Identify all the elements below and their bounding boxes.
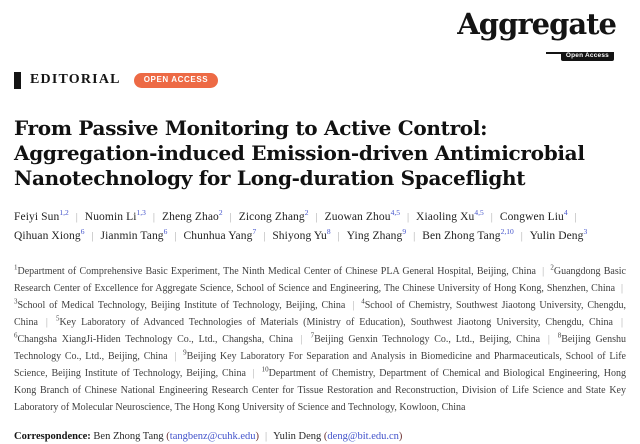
- author-affiliation-superscript: 1,3: [136, 208, 146, 218]
- affiliation-separator: |: [40, 317, 53, 328]
- affiliation-text: Key Laboratory of Advanced Technologies of Materials (Ministry of Education), Southwest Jiaotong University, Chengdu, China: [59, 317, 613, 328]
- title-line-2: Aggregation-induced Emission-driven Antimicrobial: [14, 141, 585, 165]
- logo-open-access-badge: Open Access: [561, 52, 614, 62]
- author-name: Feiyi Sun: [14, 211, 60, 223]
- author: [416, 208, 484, 223]
- affiliation-separator: |: [618, 283, 623, 294]
- author-separator: |: [152, 212, 155, 223]
- author: [100, 227, 168, 242]
- author-name: Ben Zhong Tang: [422, 230, 501, 242]
- author-affiliation-superscript: 4: [563, 208, 568, 218]
- correspondence-separator: |: [265, 431, 268, 442]
- affiliation-number: 4: [361, 297, 365, 306]
- affiliation-text: Guangdong Basic Research Center of Excellence for Aggregate Science, School of Science and Engineering, The Chinese University of Hong Kong, Shenzhen, China: [14, 266, 626, 294]
- correspondence-email-link[interactable]: tangbenz@cuhk.edu: [169, 431, 256, 442]
- affiliation-number: 8: [557, 331, 562, 340]
- affiliation-text: Changsha XiangJi-Hiden Technology Co., Ltd., Changsha, China: [17, 334, 293, 345]
- affiliation-number: 1: [14, 263, 18, 272]
- author-name: Yulin Deng: [529, 230, 584, 242]
- author-affiliation-superscript: 2: [218, 208, 223, 218]
- author-affiliation-superscript: 4,5: [474, 208, 484, 218]
- author-affiliation-superscript: 2,10: [500, 227, 514, 237]
- open-access-badge: OPEN ACCESS: [134, 73, 219, 88]
- affiliation-text: Department of Chemistry, Department of Chemical and Biological Engineering, Hong Kong Branch of Chinese National Engineering Research Center for Tissue Restoration and Reconstruction, Division of Life Science and State Key Laboratory of Molecular Neuroscience, The Hong Kong University of Science and Technology, Kowloon, China: [14, 368, 626, 413]
- correspondence-line: [14, 429, 626, 444]
- author-separator: |: [413, 231, 416, 242]
- author-name: Chunhua Yang: [183, 230, 253, 242]
- author-separator: |: [574, 212, 577, 223]
- article-type-label: EDITORIAL: [30, 72, 121, 87]
- affiliation-number: 3: [14, 297, 18, 306]
- author-separator: |: [91, 231, 94, 242]
- article-kicker: [14, 70, 626, 90]
- author-separator: |: [337, 231, 340, 242]
- paren: ): [255, 431, 260, 442]
- author-affiliation-superscript: 8: [326, 227, 331, 237]
- affiliation-text: Beijing Genshu Technology Co., Ltd., Beijing, China: [14, 334, 626, 362]
- journal-logo-text: Aggregate: [457, 7, 616, 41]
- affiliation-text: Beijing Key Laboratory For Separation and Analysis in Biomedicine and Pharmaceuticals, School of Life Science, Beijing Institute of Technology, Beijing, China: [14, 351, 626, 379]
- affiliation-separator: |: [538, 266, 548, 277]
- author: [238, 208, 309, 223]
- affiliation-number: 7: [310, 331, 315, 340]
- affiliation-number: 5: [55, 314, 60, 323]
- author-name: Jianmin Tang: [100, 230, 164, 242]
- affiliation-list: [14, 263, 626, 416]
- affiliation-separator: |: [295, 334, 308, 345]
- author: [84, 208, 146, 223]
- author-name: Zicong Zhang: [238, 211, 305, 223]
- author-name: Xiaoling Xu: [416, 211, 475, 223]
- author-separator: |: [174, 231, 177, 242]
- author-affiliation-superscript: 4,5: [390, 208, 400, 218]
- correspondence-name: Ben Zhong Tang: [93, 431, 167, 442]
- title-line-1: From Passive Monitoring to Active Control:: [14, 116, 488, 140]
- affiliation-separator: |: [170, 351, 181, 362]
- author: [272, 227, 331, 242]
- author-affiliation-superscript: 1,2: [59, 208, 69, 218]
- author: [324, 208, 400, 223]
- affiliation-text: School of Chemistry, Southwest Jiaotong University, Chengdu, China: [14, 300, 626, 328]
- author: [161, 208, 223, 223]
- affiliation-number: 2: [550, 263, 554, 272]
- author-separator: |: [263, 231, 266, 242]
- author-separator: |: [490, 212, 493, 223]
- paren: (: [166, 431, 170, 442]
- author-affiliation-superscript: 9: [402, 227, 407, 237]
- author-separator: |: [315, 212, 318, 223]
- author-name: Congwen Liu: [499, 211, 564, 223]
- affiliation-separator: |: [248, 368, 259, 379]
- paren: (: [323, 431, 328, 442]
- article-title: [14, 116, 626, 191]
- author-separator: |: [229, 212, 232, 223]
- affiliation-number: 9: [183, 348, 187, 357]
- author: [499, 208, 568, 223]
- author-affiliation-superscript: 2: [304, 208, 309, 218]
- journal-logo: [457, 7, 616, 59]
- author-affiliation-superscript: 6: [163, 227, 168, 237]
- author-name: Shiyong Yu: [272, 230, 327, 242]
- paren: ): [398, 431, 403, 442]
- affiliation-number: 6: [14, 331, 18, 340]
- affiliation-separator: |: [348, 300, 359, 311]
- author-list: [14, 208, 626, 246]
- affiliation-text: Beijing Genxin Technology Co., Ltd., Beijing, China: [314, 334, 541, 345]
- author: [529, 227, 588, 242]
- affiliation-separator: |: [543, 334, 555, 345]
- author-separator: |: [520, 231, 523, 242]
- author-name: Ying Zhang: [346, 230, 403, 242]
- affiliation-text: School of Medical Technology, Beijing Institute of Technology, Beijing, China: [17, 300, 346, 311]
- correspondence-name: Yulin Deng: [273, 431, 324, 442]
- affiliation-number: 10: [261, 365, 269, 374]
- correspondence-label: Correspondence:: [14, 431, 94, 442]
- author: [14, 227, 85, 242]
- author-name: Zuowan Zhou: [324, 211, 391, 223]
- author-name: Nuomin Li: [84, 211, 137, 223]
- author-affiliation-superscript: 3: [583, 227, 588, 237]
- affiliation-separator: |: [615, 317, 623, 328]
- author: [422, 227, 514, 242]
- author-name: Zheng Zhao: [161, 211, 219, 223]
- author-affiliation-superscript: 6: [80, 227, 85, 237]
- author-affiliation-superscript: 7: [252, 227, 257, 237]
- author-separator: |: [406, 212, 410, 223]
- author: [183, 227, 257, 242]
- author-separator: |: [75, 212, 78, 223]
- author: [14, 208, 69, 223]
- affiliation-text: Department of Comprehensive Basic Experiment, The Ninth Medical Center of Chinese PLA General Hospital, Beijing, China: [17, 266, 536, 277]
- author: [346, 227, 407, 242]
- title-line-3: Nanotechnology for Long-duration Spaceflight: [14, 166, 526, 190]
- correspondence-email-link[interactable]: deng@bit.edu.cn: [327, 431, 399, 442]
- journal-masthead: [14, 0, 626, 59]
- author-name: Qihuan Xiong: [14, 230, 81, 242]
- kicker-bar-decoration: [14, 72, 21, 89]
